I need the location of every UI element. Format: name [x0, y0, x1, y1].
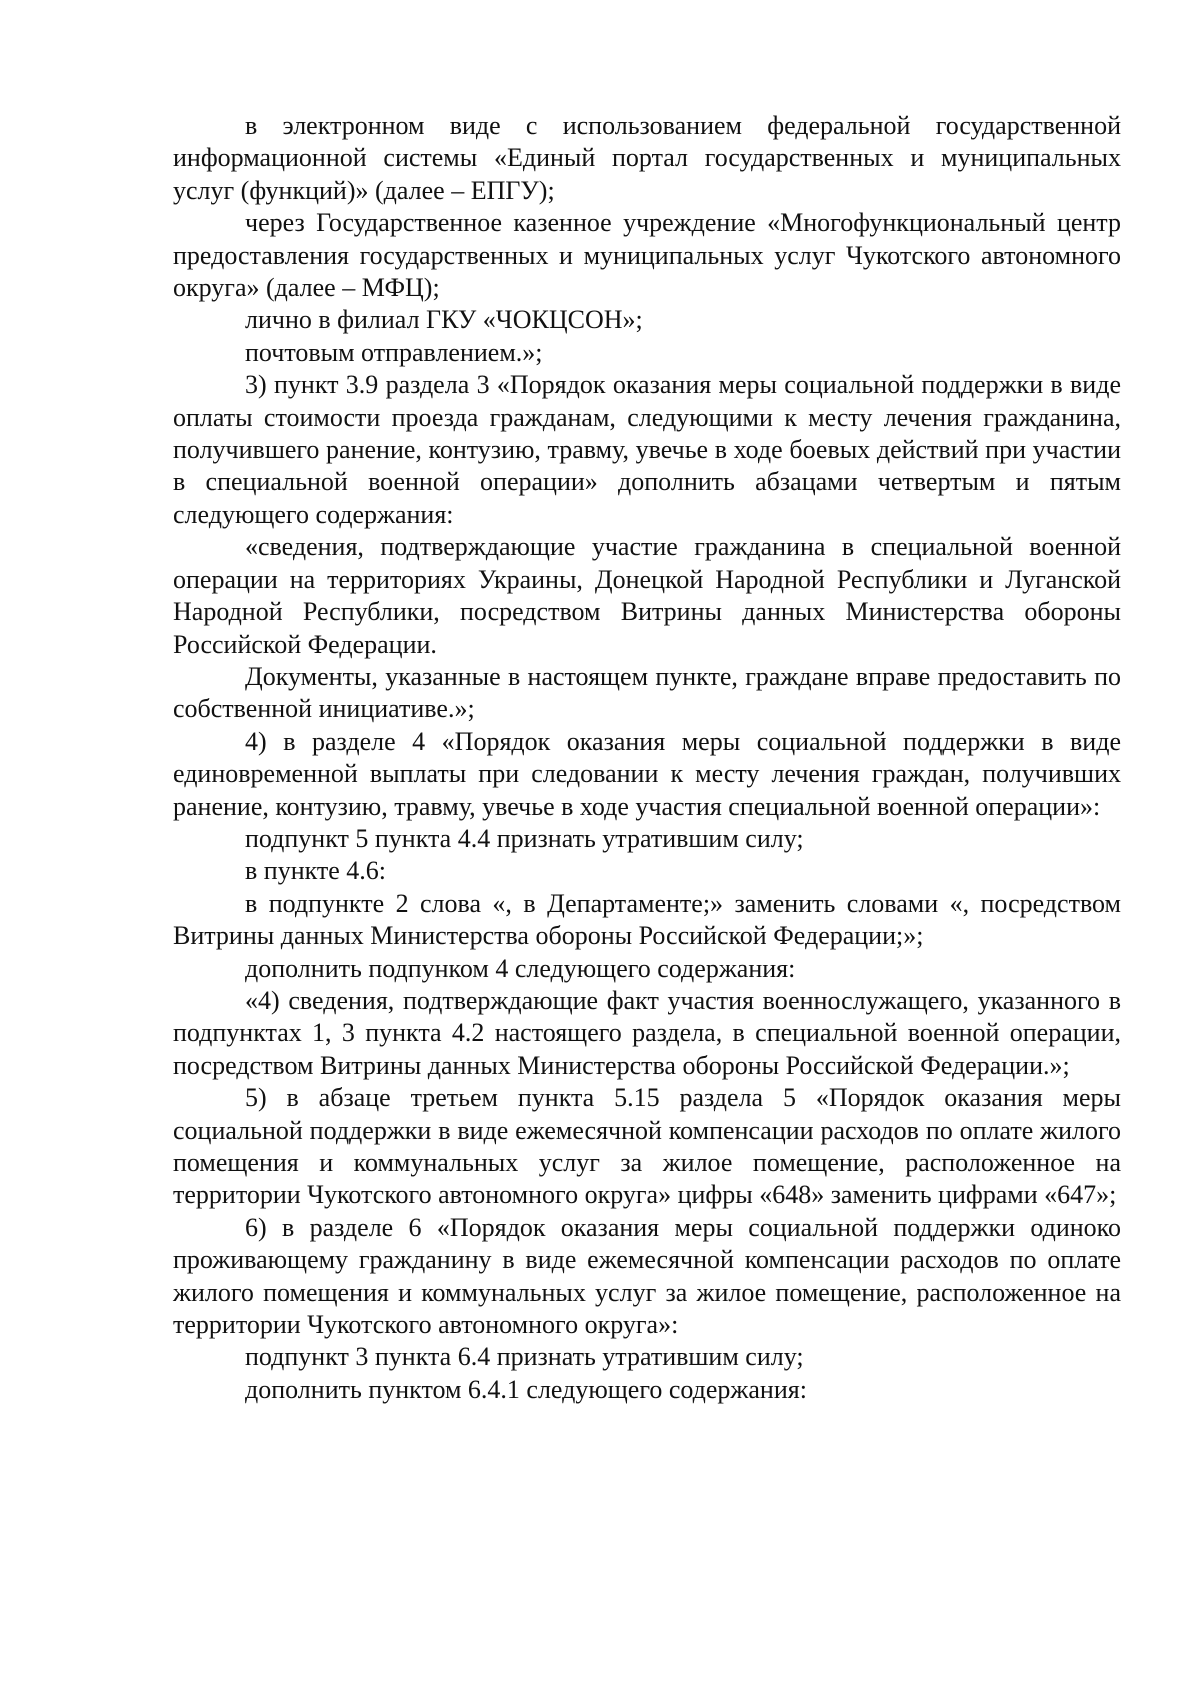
paragraph-postal: почтовым отправлением.»;	[245, 337, 543, 367]
paragraph-item-4: 4) в разделе 4 «Порядок оказания меры социальной поддержки в виде единовременной выплаты при следовании к месту лечения граждан, получивших ранение, контузию, травму, увечье в ходе участия специальной военной операции»:	[173, 726, 1121, 821]
paragraph-add-sub-4: дополнить подпунком 4 следующего содержания:	[245, 953, 796, 983]
paragraph-personally: лично в филиал ГКУ «ЧОКЦСОН»;	[245, 305, 643, 335]
paragraph-sub-5-invalid: подпункт 5 пункта 4.4 признать утратившим силу;	[245, 823, 804, 853]
paragraph-epgu: в электронном виде с использованием федеральной государственной информационной системы «Единый портал государственных и муниципальных услуг (функций)» (далее – ЕПГУ);	[173, 111, 1121, 205]
paragraph-sub-3-invalid: подпункт 3 пункта 6.4 признать утратившим силу;	[245, 1342, 804, 1372]
document-body	[173, 110, 1121, 1406]
paragraph-sub-2-replace: в подпункте 2 слова «, в Департаменте;» заменить словами «, посредством Витрины данных Министерства обороны Российской Федерации;»;	[173, 888, 1121, 951]
paragraph-item-5: 5) в абзаце третьем пункта 5.15 раздела 5 «Порядок оказания меры социальной поддержки в виде ежемесячной компенсации расходов по оплате жилого помещения и коммунальных услуг за жилое помещение, расположенное на территории Чукотского автономного округа» цифры «648» заменить цифрами «647»;	[173, 1083, 1121, 1210]
paragraph-item-6: 6) в разделе 6 «Порядок оказания меры социальной поддержки одиноко проживающему гражданину в виде ежемесячной компенсации расходов по оплате жилого помещения и коммунальных услуг за жилое помещение, расположенное на территории Чукотского автономного округа»:	[173, 1212, 1121, 1340]
paragraph-documents: Документы, указанные в настоящем пункте, граждане вправе предоставить по собственной инициативе.»;	[173, 661, 1121, 724]
paragraph-svo-info: «сведения, подтверждающие участие гражданина в специальной военной операции на территориях Украины, Донецкой Народной Республики и Луганской Народной Республики, посредством Витрины данных Министерства обороны Российской Федерации.	[173, 532, 1121, 659]
paragraph-item-3: 3) пункт 3.9 раздела 3 «Порядок оказания меры социальной поддержки в виде оплаты стоимости проезда гражданам, следующими к месту лечения гражданина, получившего ранение, контузию, травму, увечье в ходе боевых действий при участии в специальной военной операции» дополнить абзацами четвертым и пятым следующего содержания:	[173, 370, 1121, 529]
paragraph-add-point-6-4-1: дополнить пунктом 6.4.1 следующего содержания:	[245, 1374, 807, 1404]
paragraph-sub-4-content: «4) сведения, подтверждающие факт участия военнослужащего, указанного в подпунктах 1, 3 пункта 4.2 настоящего раздела, в специальной военной операции, посредством Витрины данных Министерства обороны Российской Федерации.»;	[173, 985, 1121, 1080]
paragraph-point-4-6: в пункте 4.6:	[245, 856, 387, 886]
paragraph-mfc: через Государственное казенное учреждение «Многофункциональный центр предоставления государственных и муниципальных услуг Чукотского автономного округа» (далее – МФЦ);	[173, 208, 1121, 303]
